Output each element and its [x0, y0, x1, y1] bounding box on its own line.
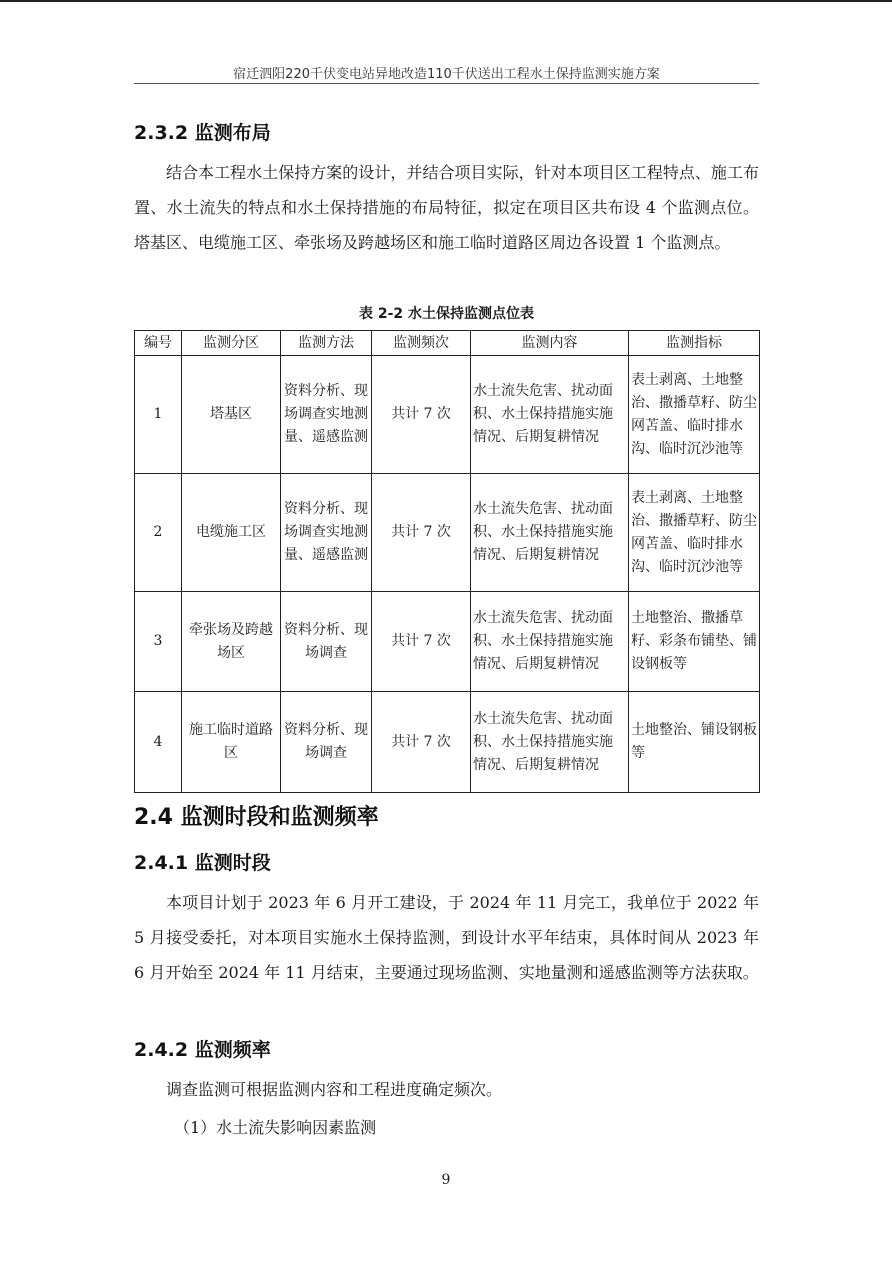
table-row: [135, 356, 760, 474]
cell-frequency: 共计 7 次: [372, 592, 471, 692]
table-header-row: [135, 331, 760, 356]
header-no: 编号: [135, 331, 182, 356]
cell-zone: 电缆施工区: [182, 474, 281, 592]
cell-frequency: 共计 7 次: [372, 356, 471, 474]
paragraph-monitoring-frequency: 调查监测可根据监测内容和工程进度确定频次。: [166, 1080, 503, 1099]
cell-method: 资料分析、现场调查: [281, 692, 372, 793]
cell-zone: 牵张场及跨越场区: [182, 592, 281, 692]
paragraph-monitoring-layout: 结合本工程水土保持方案的设计，并结合项目实际，针对本项目区工程特点、施工布置、水土流失的特点和水土保持措施的布局特征，拟定在项目区共布设 4 个监测点位。塔基区、电缆施工区、牵张场及跨越场区和施工临时道路区周边各设置 1 个监测点。: [134, 163, 759, 252]
cell-no: 1: [135, 356, 182, 474]
cell-content: 水土流失危害、扰动面积、水土保持措施实施情况、后期复耕情况: [471, 592, 629, 692]
cell-no: 4: [135, 692, 182, 793]
page-number: 9: [441, 1172, 451, 1188]
cell-method: 资料分析、现场调查: [281, 592, 372, 692]
cell-content: 水土流失危害、扰动面积、水土保持措施实施情况、后期复耕情况: [471, 692, 629, 793]
cell-indicators: 土地整治、撒播草籽、彩条布铺垫、铺设钢板等: [629, 592, 760, 692]
page-top-border: [0, 0, 892, 2]
header-indicators: 监测指标: [629, 331, 760, 356]
header-zone: 监测分区: [182, 331, 281, 356]
cell-no: 2: [135, 474, 182, 592]
cell-zone: 塔基区: [182, 356, 281, 474]
header-frequency: 监测频次: [372, 331, 471, 356]
header-rule: [134, 83, 759, 84]
running-header: 宿迁泗阳220千伏变电站异地改造110千伏送出工程水土保持监测实施方案: [233, 67, 660, 82]
heading-2-4: 2.4 监测时段和监测频率: [134, 805, 379, 830]
heading-2-4-1: 2.4.1 监测时段: [134, 852, 271, 874]
header-content: 监测内容: [471, 331, 629, 356]
cell-indicators: 土地整治、铺设钢板等: [629, 692, 760, 793]
table-row: [135, 474, 760, 592]
cell-method: 资料分析、现场调查实地测量、遥感监测: [281, 356, 372, 474]
table-row: [135, 592, 760, 692]
paragraph-monitoring-period: 本项目计划于 2023 年 6 月开工建设，于 2024 年 11 月完工，我单位于 2022 年 5 月接受委托，对本项目实施水土保持监测，到设计水平年结束，具体时间从 2023 年 6 月开始至 2024 年 11 月结束，主要通过现场监测、实地量测和遥感监测等方法获取。: [134, 893, 759, 982]
monitoring-points-table: [134, 330, 760, 793]
cell-frequency: 共计 7 次: [372, 692, 471, 793]
cell-content: 水土流失危害、扰动面积、水土保持措施实施情况、后期复耕情况: [471, 356, 629, 474]
cell-no: 3: [135, 592, 182, 692]
cell-indicators: 表土剥离、土地整治、撒播草籽、防尘网苫盖、临时排水沟、临时沉沙池等: [629, 356, 760, 474]
table-caption: 表 2-2 水土保持监测点位表: [358, 306, 535, 322]
heading-2-3-2: 2.3.2 监测布局: [134, 122, 271, 144]
heading-2-4-2: 2.4.2 监测频率: [134, 1039, 271, 1061]
cell-content: 水土流失危害、扰动面积、水土保持措施实施情况、后期复耕情况: [471, 474, 629, 592]
cell-indicators: 表土剥离、土地整治、撒播草籽、防尘网苫盖、临时排水沟、临时沉沙池等: [629, 474, 760, 592]
cell-frequency: 共计 7 次: [372, 474, 471, 592]
header-method: 监测方法: [281, 331, 372, 356]
table-row: [135, 692, 760, 793]
list-item-1: （1）水土流失影响因素监测: [174, 1118, 377, 1137]
cell-zone: 施工临时道路区: [182, 692, 281, 793]
cell-method: 资料分析、现场调查实地测量、遥感监测: [281, 474, 372, 592]
